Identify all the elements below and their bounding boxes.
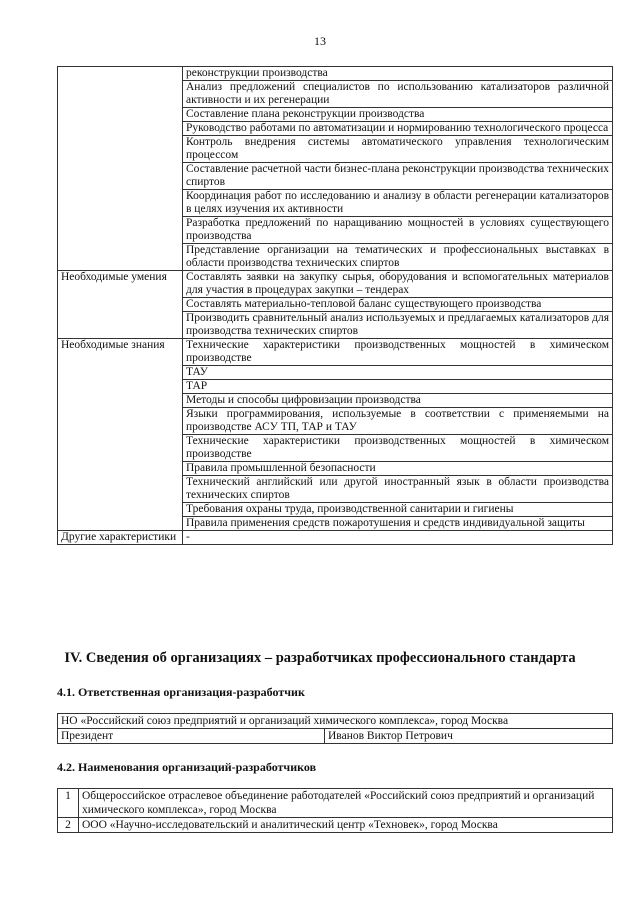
row-item: Составление плана реконструкции производства — [183, 108, 613, 122]
row-label: Необходимые знания — [58, 339, 183, 531]
competency-table — [57, 66, 613, 545]
row-item: Языки программирования, используемые в соответствии с применяемыми на производстве АСУ ТП, ТАР и ТАУ — [183, 408, 613, 435]
row-item: Контроль внедрения системы автоматического управления технологическим процессом — [183, 136, 613, 163]
row-item: Производить сравнительный анализ используемых и предлагаемых катализаторов для производства технических спиртов — [183, 312, 613, 339]
developer-number: 2 — [58, 818, 79, 833]
row-item: Анализ предложений специалистов по использованию катализаторов различной активности и их регенерации — [183, 81, 613, 108]
developers-table — [57, 788, 613, 833]
developer-name: Общероссийское отраслевое объединение работодателей «Российский союз предприятий и организаций химического комплекса», город Москва — [79, 789, 613, 818]
row-item: Технический английский или другой иностранный язык в области производства технических спиртов — [183, 476, 613, 503]
row-label: Другие характеристики — [58, 531, 183, 545]
table-row — [58, 67, 613, 81]
row-item: ТАР — [183, 380, 613, 394]
table-row — [58, 729, 613, 744]
table-row — [58, 789, 613, 818]
row-item: - — [183, 531, 613, 545]
person-cell: Иванов Виктор Петрович — [325, 729, 613, 744]
developer-name: ООО «Научно-исследовательский и аналитический центр «Техновек», город Москва — [79, 818, 613, 833]
responsible-table — [57, 713, 613, 744]
section-title: IV. Сведения об организациях – разработчиках профессионального стандарта — [64, 650, 576, 666]
row-item: Технические характеристики производственных мощностей в химическом производстве — [183, 435, 613, 462]
table-row — [58, 714, 613, 729]
row-item: Составление расчетной части бизнес-плана реконструкции производства технических спиртов — [183, 163, 613, 190]
row-item: Требования охраны труда, производственной санитарии и гигиены — [183, 503, 613, 517]
row-item: Правила промышленной безопасности — [183, 462, 613, 476]
row-item: ТАУ — [183, 366, 613, 380]
row-item: Составлять материально-тепловой баланс существующего производства — [183, 298, 613, 312]
table-row — [58, 339, 613, 366]
responsible-heading: 4.1. Ответственная организация-разработчик — [57, 685, 305, 699]
row-label: Необходимые умения — [58, 271, 183, 339]
row-item: Координация работ по исследованию и анализу в области регенерации катализаторов в целях изучения их активности — [183, 190, 613, 217]
page-number: 13 — [314, 34, 326, 48]
organization-cell: НО «Российский союз предприятий и организаций химического комплекса», город Москва — [58, 714, 613, 729]
row-item: Составлять заявки на закупку сырья, оборудования и вспомогательных материалов для участия в процедурах закупки – тендерах — [183, 271, 613, 298]
row-item: Представление организации на тематических и профессиональных выставках в области производства технических спиртов — [183, 244, 613, 271]
table-row — [58, 818, 613, 833]
row-label — [58, 67, 183, 271]
table-row — [58, 531, 613, 545]
row-item: Правила применения средств пожаротушения и средств индивидуальной защиты — [183, 517, 613, 531]
table-row — [58, 271, 613, 298]
developers-heading: 4.2. Наименования организаций-разработчиков — [57, 760, 317, 774]
developer-number: 1 — [58, 789, 79, 818]
row-item: Разработка предложений по наращиванию мощностей в условиях существующего производства — [183, 217, 613, 244]
row-item: Руководство работами по автоматизации и нормированию технологического процесса — [183, 122, 613, 136]
row-item: реконструкции производства — [183, 67, 613, 81]
row-item: Методы и способы цифровизации производства — [183, 394, 613, 408]
position-cell: Президент — [58, 729, 325, 744]
row-item: Технические характеристики производственных мощностей в химическом производстве — [183, 339, 613, 366]
